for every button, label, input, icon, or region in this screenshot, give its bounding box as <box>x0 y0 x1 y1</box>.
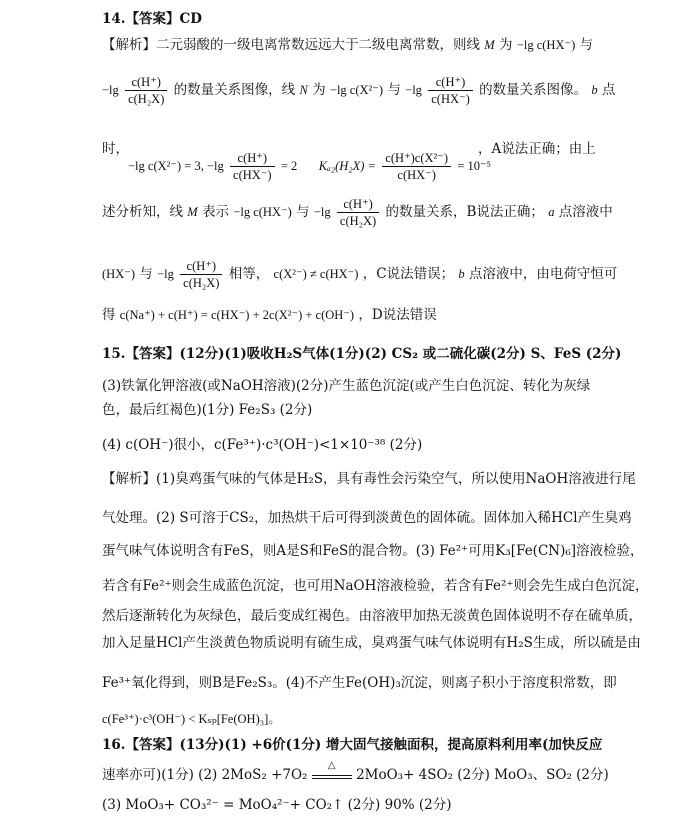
fraction <box>180 258 222 291</box>
numerator: c(H⁺) <box>125 74 167 91</box>
q16-line2 <box>102 760 609 784</box>
line-m-label: M <box>484 38 495 52</box>
line-n-label: N <box>299 83 308 97</box>
q15-line10: 加入足量HCl产生淡黄色物质说明有硫生成，臭鸡蛋气味气体说明有H₂S生成，所以硫是由 <box>102 635 641 651</box>
numerator: c(H⁺) <box>337 196 379 213</box>
numerator: c(H⁺) <box>428 74 473 91</box>
text: 时， <box>102 141 129 157</box>
q15-line1: 15.【答案】(12分)(1)吸收H₂S气体(1分)(2) CS₂ 或二硫化碳(2分) S、FeS (2分) <box>102 346 622 362</box>
formula: −lg c(HX⁻) <box>233 205 292 219</box>
text: 为 <box>312 82 326 98</box>
q14-line6 <box>102 306 437 324</box>
q14-line1 <box>102 36 593 54</box>
text: 2MoO₃+ 4SO₂ (2分) MoO₃、SO₂ (2分) <box>356 767 609 783</box>
formula: c(X²⁻) ≠ c(HX⁻) <box>273 267 359 281</box>
text: 得 <box>102 307 116 323</box>
q14-header: 14.【答案】CD <box>102 11 202 27</box>
text: 与 <box>387 82 401 98</box>
text: 点溶液中 <box>558 204 613 220</box>
q15-line2: (3)铁氰化钾溶液(或NaOH溶液)(2分)产生蓝色沉淀(或产生白色沉淀、转化为灰绿 <box>102 378 591 394</box>
text: 点 <box>601 82 616 98</box>
text: 点溶液中，由电荷守恒可 <box>468 266 618 282</box>
formula: = 2 <box>280 159 298 173</box>
formula: Kₐ₂(H₂X) = <box>318 159 376 173</box>
denominator: c(HX⁻) <box>397 168 436 182</box>
point-a-label: a <box>548 205 555 219</box>
numerator: c(H⁺)c(X²⁻) <box>382 150 451 167</box>
text: 相等， <box>228 266 270 282</box>
q15-line8: 若含有Fe²⁺则会生成蓝色沉淀，也可用NaOH溶液检验，若含有Fe²⁺则会先生成白色沉淀， <box>102 578 649 594</box>
text: 为 <box>499 37 513 53</box>
denominator: c(H₂X) <box>128 92 165 106</box>
formula: −lg <box>313 205 331 219</box>
text: 速率亦可)(1分) (2) 2MoS₂ +7O₂ <box>102 767 308 783</box>
text: 表示 <box>202 204 230 220</box>
formula: −lg <box>102 83 119 97</box>
q14-line3-end <box>478 140 596 158</box>
text: 的数量关系图像，线 <box>173 82 296 98</box>
delta-symbol: △ <box>327 760 336 771</box>
q14-line4 <box>102 196 613 229</box>
fraction <box>382 150 451 183</box>
q14-line2 <box>102 74 615 107</box>
q16-line3: (3) MoO₃+ CO₃²⁻ = MoO₄²⁻+ CO₂↑ (2分) 90% (2分) <box>102 797 452 813</box>
text: 述分析知，线 <box>102 204 183 220</box>
denominator: c(HX⁻) <box>233 168 272 182</box>
point-b-label: b <box>458 267 465 281</box>
text: 与 <box>139 266 153 282</box>
point-b-label: b <box>591 83 598 97</box>
text: 与 <box>579 37 594 53</box>
numerator: c(H⁺) <box>180 258 222 275</box>
formula: (HX⁻) <box>102 267 135 281</box>
fraction <box>230 150 275 183</box>
equals-bar <box>312 775 352 779</box>
q16-line1: 16.【答案】(13分)(1) +6价(1分) 增大固气接触面积，提高原料利用率(加快反应 <box>102 737 603 753</box>
formula: −lg <box>405 83 422 97</box>
q15-line4: (4) c(OH⁻)很小，c(Fe³⁺)·c³(OH⁻)<1×10⁻³⁸ (2分) <box>102 437 423 453</box>
text: 的数量关系，B说法正确； <box>385 204 544 220</box>
q15-line12: c(Fe³⁺)·c³(OH⁻) < Kₛₚ[Fe(OH)₃]。 <box>102 712 281 726</box>
denominator: c(H₂X) <box>183 276 220 290</box>
fraction <box>428 74 473 107</box>
q15-line6: 气处理。(2) S可溶于CS₂，加热烘干后可得到淡黄色的固体硫。固体加入稀HCl产生臭鸡 <box>102 510 632 526</box>
fraction <box>125 74 167 107</box>
line-m-label: M <box>187 205 198 219</box>
numerator: c(H⁺) <box>230 150 275 167</box>
formula: −lg <box>157 267 174 281</box>
formula: = 10⁻⁵ <box>457 159 491 173</box>
text: ，A说法正确；由上 <box>478 141 596 157</box>
text: 与 <box>296 204 310 220</box>
q14-line3 <box>102 140 129 158</box>
denominator: c(HX⁻) <box>431 92 470 106</box>
formula: −lg c(X²⁻) <box>329 83 384 97</box>
heating-arrow <box>312 760 352 779</box>
q15-line5: 【解析】(1)臭鸡蛋气味的气体是H₂S，具有毒性会污染空气，所以使用NaOH溶液进行尾 <box>102 471 636 487</box>
text: ，C说法错误； <box>362 266 455 282</box>
formula: −lg c(X²⁻) = 3, −lg <box>128 159 224 173</box>
q14-line3-formulas <box>128 150 491 183</box>
fraction <box>337 196 379 229</box>
text: 【解析】二元弱酸的一级电离常数远远大于二级电离常数，则线 <box>102 37 480 53</box>
q15-line9: 然后逐渐转化为灰绿色，最后变成红褐色。由溶液甲加热无淡黄色固体说明不存在硫单质， <box>102 608 642 624</box>
text: ，D说法错误 <box>358 307 437 323</box>
q14-line5 <box>102 258 617 291</box>
denominator: c(H₂X) <box>339 214 377 228</box>
formula: c(Na⁺) + c(H⁺) = c(HX⁻) + 2c(X²⁻) + c(OH⁻) <box>119 308 355 322</box>
q15-line7: 蛋气味气体说明含有FeS，则A是S和FeS的混合物。(3) Fe²⁺可用K₃[Fe(CN)₆]溶液检验， <box>102 543 644 559</box>
text: 的数量关系图像。 <box>479 82 588 98</box>
q15-line3: 色，最后红褐色)(1分) Fe₂S₃ (2分) <box>102 402 313 418</box>
q15-line11: Fe³⁺氧化得到，则B是Fe₂S₃。(4)不产生Fe(OH)₃沉淀，则离子积小于溶度积常数，即 <box>102 675 617 691</box>
formula: −lg c(HX⁻) <box>516 38 576 52</box>
